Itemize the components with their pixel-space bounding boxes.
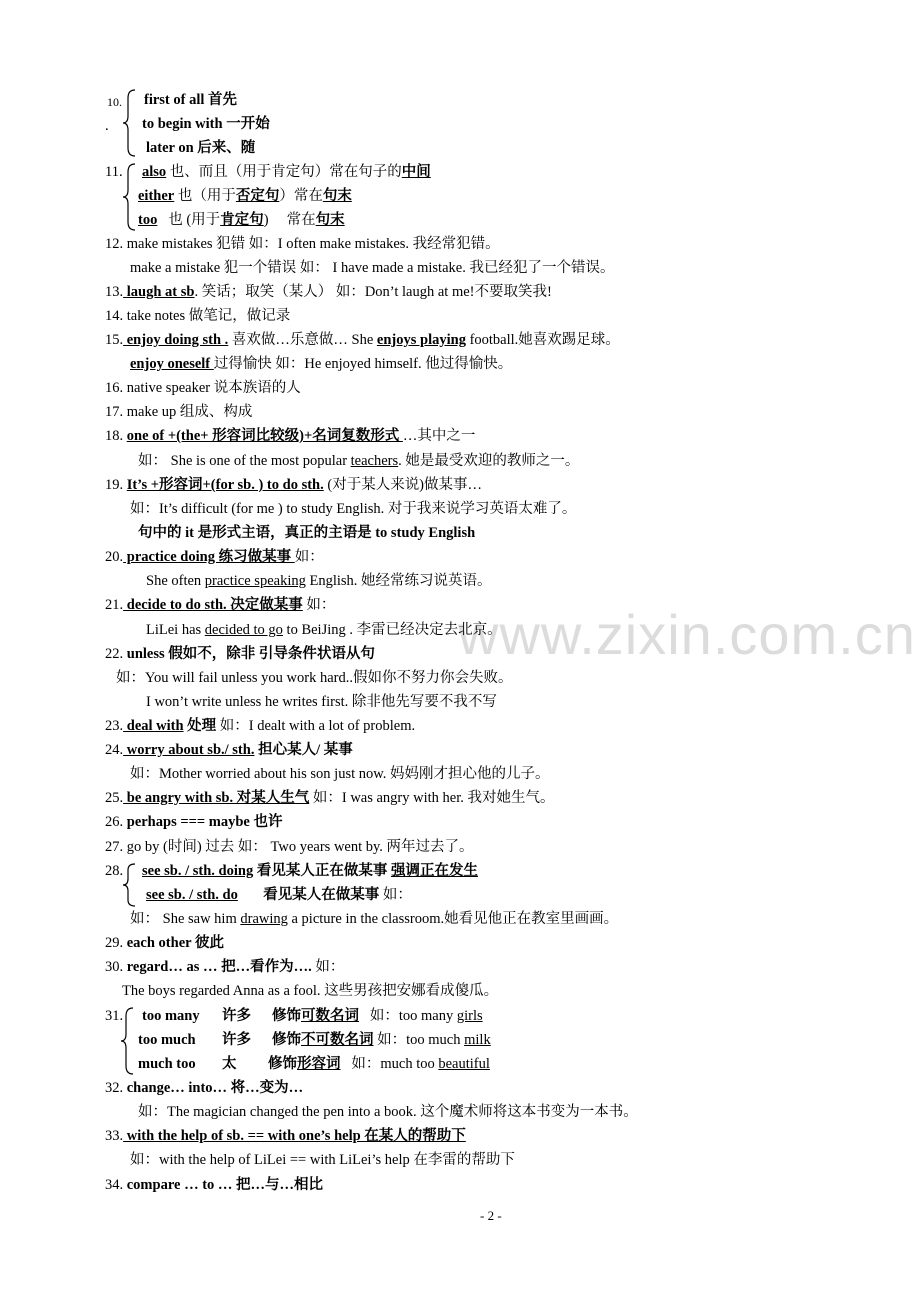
example-text: 如： She is one of the most popular xyxy=(138,453,351,469)
keyword: 不可数名词 xyxy=(301,1032,374,1048)
entry-19-note: 句中的 it 是形式主语，真正的主语是 to study English xyxy=(138,525,476,541)
item-number: 11. xyxy=(105,164,123,180)
entry-22-example-2: I won’t write unless he writes first. 除非他先写要不我不写 xyxy=(146,694,497,710)
phrase: too much xyxy=(138,1032,196,1048)
entry-19 xyxy=(105,475,482,495)
example-text: 如：too many xyxy=(366,1008,457,1024)
entry-text: 过得愉快 如：He enjoyed himself. 他过得愉快。 xyxy=(213,356,513,372)
item-number: 29. xyxy=(105,935,124,951)
example-text: 如： She saw him xyxy=(130,911,241,927)
phrase: decide to do sth. 决定做某事 xyxy=(123,597,303,613)
meaning: 也 (用于 xyxy=(168,212,221,228)
entry-16 xyxy=(105,378,301,398)
example-text: 如：too much xyxy=(373,1032,465,1048)
meaning: 许多 xyxy=(222,1032,251,1048)
phrase: see sb. / sth. do xyxy=(146,887,238,903)
entry-text: 如： xyxy=(379,887,412,903)
page-number: - 2 - xyxy=(480,1208,502,1223)
meaning: 看见某人在做某事 xyxy=(263,887,380,903)
meaning: 也（用于 xyxy=(177,188,236,204)
meaning: 也、而且（用于肯定句）常在句子的 xyxy=(169,164,402,180)
entry-25 xyxy=(105,788,555,808)
item-number: 20. xyxy=(105,549,124,565)
phrase: laugh at sb xyxy=(123,284,195,300)
entry-text: go by (时间) 过去 如： Two years went by. 两年过去了。 xyxy=(123,839,474,855)
keyword: 中间 xyxy=(401,164,431,180)
entry-27 xyxy=(105,837,474,857)
entry-32 xyxy=(105,1078,303,1098)
left-brace-icon xyxy=(120,1006,136,1076)
left-brace-icon xyxy=(122,162,138,232)
phrase: with the help of sb. == with one’s help 在某人的帮助下 xyxy=(123,1128,466,1144)
item-number: 28. xyxy=(105,863,124,879)
item-number: 15. xyxy=(105,332,124,348)
item-number: 10. xyxy=(107,95,122,109)
phrase: to begin with xyxy=(142,116,223,132)
entry-text: …其中之一 xyxy=(402,428,476,444)
example-text: English. 她经常练习说英语。 xyxy=(305,573,492,589)
example-text: LiLei has xyxy=(146,622,205,638)
entry-17 xyxy=(105,402,252,422)
item-number: 24. xyxy=(105,742,124,758)
item-number: 34. xyxy=(105,1177,124,1193)
entry-text: (对于某人来说)做某事… xyxy=(323,477,483,493)
item-number: 13. xyxy=(105,284,124,300)
left-brace-icon xyxy=(122,862,138,908)
keyword: 强调正在发生 xyxy=(390,863,478,879)
entry-19-example: 如：It’s difficult (for me ) to study English. 对于我来说学习英语太难了。 xyxy=(130,501,577,517)
entry-12-line2: make a mistake 犯一个错误 如： I have made a mistake. 我已经犯了一个错误。 xyxy=(130,260,615,276)
entry-24 xyxy=(105,740,353,760)
entry-text: 喜欢做…乐意做… She xyxy=(228,332,377,348)
keyword: 否定句 xyxy=(235,188,280,204)
entry-30-example: The boys regarded Anna as a fool. 这些男孩把安娜看成傻瓜。 xyxy=(122,983,499,999)
item-number: 23. xyxy=(105,718,124,734)
keyword: 形容词 xyxy=(297,1056,341,1072)
entry-23 xyxy=(105,716,415,736)
entry-text: . 笑话；取笑（某人） 如：Don’t laugh at me!不要取笑我! xyxy=(194,284,552,300)
meaning: 太 xyxy=(222,1056,237,1072)
example-highlight: drawing xyxy=(240,911,288,927)
meaning: 担心某人/ 某事 xyxy=(254,742,353,758)
phrase: compare … to … 把…与…相比 xyxy=(123,1177,324,1193)
meaning: ) xyxy=(263,212,269,228)
keyword: 可数名词 xyxy=(301,1008,359,1024)
entry-text: 如： xyxy=(294,549,324,565)
entry-12 xyxy=(105,234,500,254)
example-text: She often xyxy=(146,573,205,589)
entry-text: 如：I dealt with a lot of problem. xyxy=(216,718,416,734)
entry-text: 如： xyxy=(311,959,345,975)
item-number: 27. xyxy=(105,839,124,855)
phrase: unless 假如不，除非 引导条件状语从句 xyxy=(123,646,375,662)
phrase: worry about sb./ sth. xyxy=(123,742,255,758)
meaning: 一开始 xyxy=(226,116,270,132)
example-text: to BeiJing . 李雷已经决定去北京。 xyxy=(282,622,502,638)
meaning: 后来、随 xyxy=(197,140,256,156)
item-number: 18. xyxy=(105,428,124,444)
meaning: ）常在 xyxy=(279,188,323,204)
phrase: too many xyxy=(142,1008,200,1024)
entry-text: make mistakes 犯错 如：I often make mistakes. 我经常犯错。 xyxy=(126,236,500,252)
entry-22-example-1: 如：You will fail unless you work hard..假如你不努力你会失败。 xyxy=(116,670,513,686)
entry-text: 如：I was angry with her. 我对她生气。 xyxy=(309,790,555,806)
meaning: 常在 xyxy=(286,212,316,228)
example-text: a picture in the classroom.她看见他正在教室里画画。 xyxy=(287,911,619,927)
phrase: later on xyxy=(146,140,194,156)
example-text: 如：much too xyxy=(351,1056,439,1072)
entry-21-example xyxy=(146,620,502,640)
example-highlight: practice speaking xyxy=(204,573,306,589)
watermark: www.zixin.com.cn xyxy=(458,603,916,666)
item-number: 31. xyxy=(105,1008,124,1024)
item-number: 25. xyxy=(105,790,124,806)
item-number: 30. xyxy=(105,959,124,975)
phrase: much too xyxy=(138,1056,196,1072)
item-number: 33. xyxy=(105,1128,124,1144)
phrase: enjoy doing sth . xyxy=(123,332,229,348)
left-brace-icon xyxy=(122,88,138,158)
example-highlight: enjoys playing xyxy=(376,332,466,348)
entry-15 xyxy=(105,330,620,350)
entry-20-example xyxy=(146,571,492,591)
phrase: first of all xyxy=(144,92,205,108)
entry-29 xyxy=(105,933,224,953)
entry-text: football.她喜欢踢足球。 xyxy=(465,332,620,348)
entry-15-line2 xyxy=(130,354,512,374)
entry-18-example xyxy=(138,451,579,471)
phrase: see sb. / sth. doing xyxy=(142,863,254,879)
entry-30 xyxy=(105,957,344,977)
entry-13 xyxy=(105,282,552,302)
phrase: It’s +形容词+(for sb. ) to do sth. xyxy=(126,477,324,493)
item-number: 19. xyxy=(105,477,124,493)
entry-18 xyxy=(105,426,475,446)
meaning: 修饰 xyxy=(268,1056,297,1072)
item-number: 17. xyxy=(105,404,124,420)
item-dot: . xyxy=(105,118,109,134)
entry-text: make up 组成、构成 xyxy=(126,404,253,420)
entry-20 xyxy=(105,547,324,567)
example-highlight: beautiful xyxy=(438,1056,490,1072)
entry-text: 如： xyxy=(302,597,336,613)
phrase: each other 彼此 xyxy=(123,935,224,951)
phrase: also xyxy=(142,164,167,180)
phrase: deal with xyxy=(123,718,184,734)
meaning: 许多 xyxy=(222,1008,251,1024)
meaning: 处理 xyxy=(183,718,217,734)
entry-21 xyxy=(105,595,335,615)
phrase: enjoy oneself xyxy=(130,356,214,372)
example-highlight: girls xyxy=(456,1008,483,1024)
meaning: 看见某人正在做某事 xyxy=(253,863,391,879)
item-number: 32. xyxy=(105,1080,124,1096)
entry-32-example: 如：The magician changed the pen into a book. 这个魔术师将这本书变为一本书。 xyxy=(138,1104,638,1120)
entry-33-example: 如：with the help of LiLei == with LiLei’s help 在李雷的帮助下 xyxy=(130,1152,515,1168)
example-text: . 她是最受欢迎的教师之一。 xyxy=(398,453,580,469)
entry-text: take notes 做笔记，做记录 xyxy=(126,308,291,324)
meaning: 首先 xyxy=(208,92,238,108)
example-highlight: teachers xyxy=(350,453,399,469)
phrase: change… into… 将…变为… xyxy=(123,1080,304,1096)
item-number: 16. xyxy=(105,380,124,396)
entry-34 xyxy=(105,1175,323,1195)
item-number: 14. xyxy=(105,308,124,324)
keyword: 句末 xyxy=(322,188,352,204)
entry-28-example xyxy=(130,909,618,929)
item-number: 21. xyxy=(105,597,124,613)
example-highlight: decided to go xyxy=(204,622,283,638)
entry-14 xyxy=(105,306,290,326)
item-number: 12. xyxy=(105,236,124,252)
entry-text: native speaker 说本族语的人 xyxy=(126,380,301,396)
phrase: regard… as … 把…看作为…. xyxy=(123,959,312,975)
phrase: too xyxy=(138,212,158,228)
phrase: one of +(the+ 形容词比较级)+名词复数形式 xyxy=(126,428,403,444)
phrase: be angry with sb. 对某人生气 xyxy=(123,790,310,806)
entry-24-example: 如：Mother worried about his son just now. 妈妈刚才担心他的儿子。 xyxy=(130,766,550,782)
item-number: 26. xyxy=(105,814,124,830)
phrase: either xyxy=(138,188,175,204)
entry-22 xyxy=(105,644,375,664)
keyword: 句末 xyxy=(315,212,345,228)
phrase: practice doing 练习做某事 xyxy=(123,549,295,565)
entry-33 xyxy=(105,1126,466,1146)
entry-26 xyxy=(105,812,282,832)
phrase: perhaps === maybe 也许 xyxy=(123,814,283,830)
example-highlight: milk xyxy=(464,1032,491,1048)
meaning: 修饰 xyxy=(272,1032,301,1048)
keyword: 肯定句 xyxy=(220,212,264,228)
item-number: 22. xyxy=(105,646,124,662)
meaning: 修饰 xyxy=(272,1008,301,1024)
